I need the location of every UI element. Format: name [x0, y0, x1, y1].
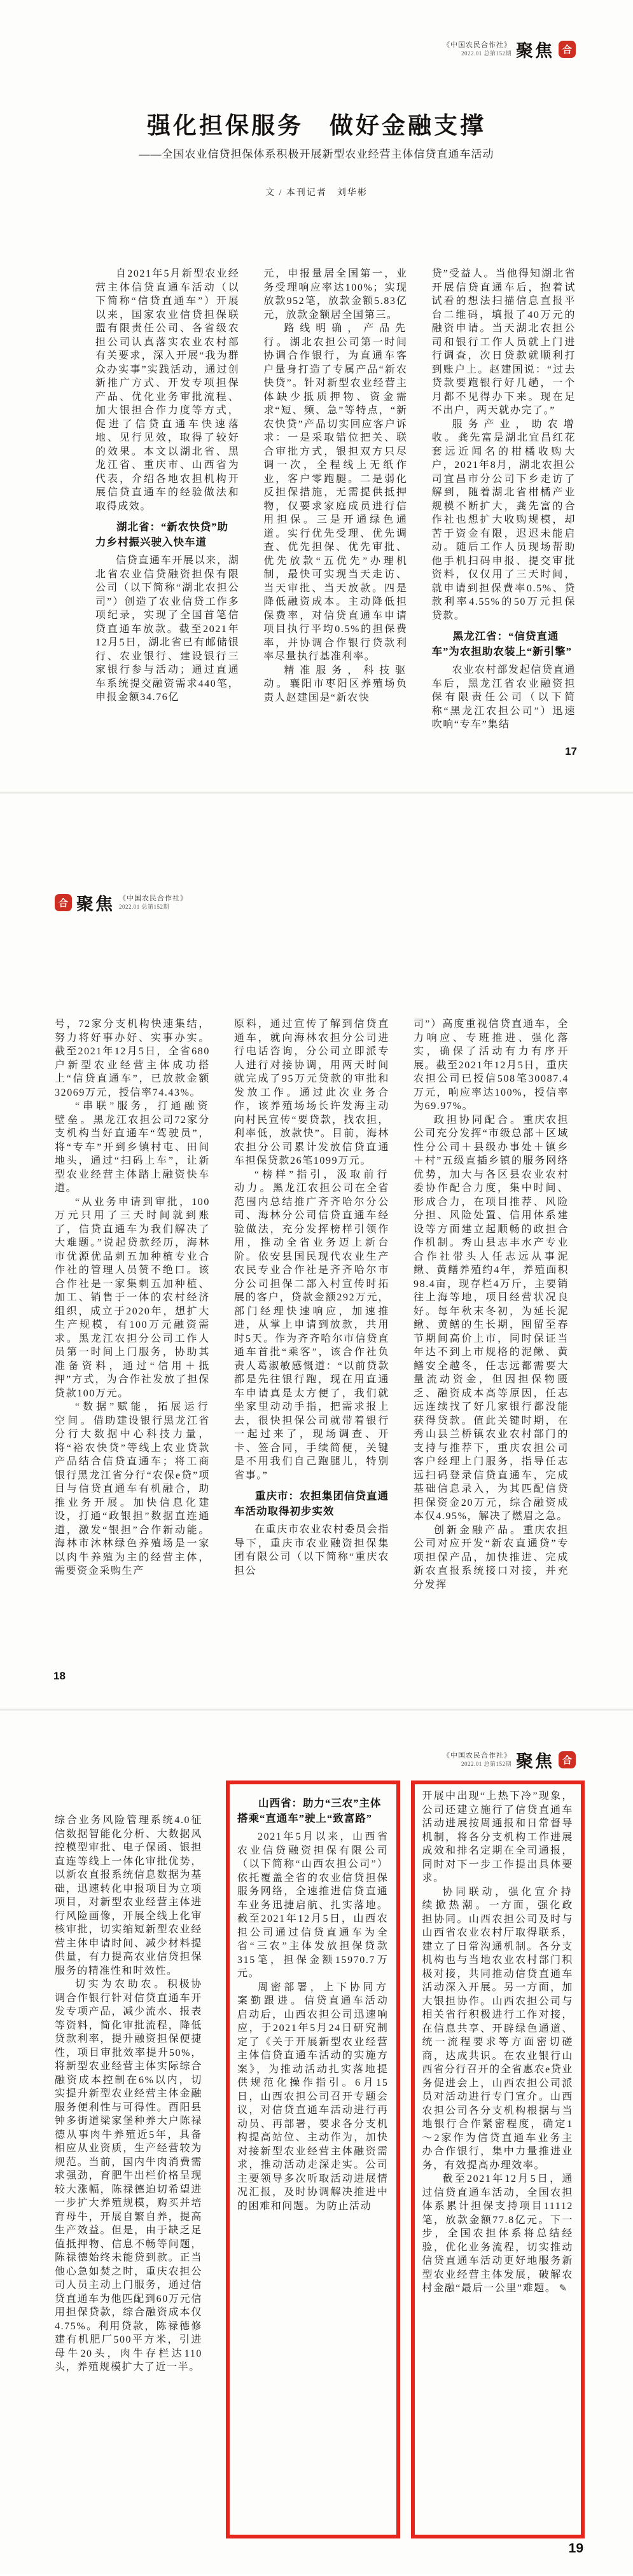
magazine-page-19 [0, 1709, 633, 2574]
paragraph-lead-in: 切实为农助农。 [75, 1979, 167, 1990]
paragraph-lead-in: 服务产业，助农增收。 [431, 418, 576, 443]
column-layout [55, 1017, 569, 1697]
text-column [263, 267, 407, 758]
text-column [95, 267, 239, 758]
seal-character: 合 [562, 45, 572, 55]
body-paragraph: “串联”服务，打通融资壁垒。黑龙江农担公司72家分支机构当好直通车“驾驶员”，将“专车”开到乡镇村屯、田间地头，通过“扫码上车”，让新型农业经营主体踏上融资快车道。 [55, 1101, 210, 1194]
section-heading: 重庆市：农担集团信贷直通车活动取得初步实效 [234, 1490, 389, 1517]
column-layout [95, 267, 576, 758]
section-logo: 聚焦 [516, 1752, 554, 1771]
paragraph-lead-in: “串联”服务，打通融资壁垒。 [55, 1101, 210, 1126]
body-paragraph: 贷”受益人。当他得知湖北省开展信贷直通车后，抱着试试看的想法扫描信息直报平台二维码，填报了40万元的融资申请。当天湖北农担公司和银行工作人员就上门进行调查，次日贷款就顺利打到账户上。赵建国说：“过去贷款要跑银行好几趟，一个月都不见得办下来。现在足不出户，两天就办完了。” [431, 268, 576, 416]
body-paragraph: 截至2021年12月5日，通过信贷直通车活动，全国农担体系累计担保支持项目11112笔，放款金额77.8亿元。下一步，全国农担体系将总结经验，优化业务流程，切实推动信贷直通车活动更好地服务新型农业经营主体发展，破解农村金融“最后一公里”难题。 ✎ [422, 2173, 573, 2294]
body-paragraph: 2021年5月以来，山西省农业信贷融资担保有限公司（以下简称“山西农担公司”）依托覆盖全省的农业信贷担保服务网络，全速推进信贷直通车业务迅捷启航、扎实落地。截至2021年12月5日，山西农担公司通过信贷直通车为全省“三农”主体发放担保贷款315笔，担保金额15970.7万元。 [237, 1831, 389, 1979]
paragraph-lead-in: 精准服务，科技驱动。 [263, 665, 408, 689]
issue-label: 2022.01 总第152期 [119, 903, 170, 910]
column-layout [55, 1780, 585, 2538]
paragraph-lead-in: “数据”赋能，拓展运行空间。 [55, 1402, 210, 1426]
body-paragraph: 号，72家分支机构快速集结，努力将好事办好、实事办实。截至2021年12月5日，全省680户新型农业经营主体成功搭上“信贷直通车”，已放款金额32069万元，授信率74.43%。 [55, 1019, 210, 1098]
section-heading: 湖北省：“新农快贷”助力乡村振兴驶入快车道 [95, 521, 228, 548]
paragraph-lead-in: 创新金融产品。 [434, 1524, 524, 1536]
article-end-icon: ✎ [559, 2283, 568, 2294]
body-paragraph: 在重庆市农业农村委员会指导下，重庆市农业融资担保集团有限公司（以下简称“重庆农担公 [234, 1524, 389, 1576]
body-paragraph: 服务产业，助农增收。龚先富是湖北宜昌红花套远近闻名的柑橘收购大户，2021年8月，湖北农担公司宜昌市分公司下乡走访了解到，随着湖北省柑橘产业规模不断扩大，龚先富的合作社也想扩大收购规模，却苦于资金有限，迟迟未能启动。随后工作人员现场帮助他手机扫码申报、提交审批资料，仅仅用了三天时间，就申请到担保费率0.5%、贷款利率4.55%的50万元担保贷款。 [431, 418, 576, 621]
body-paragraph: 自2021年5月新型农业经营主体信贷直通车活动（以下简称“信贷直通车”）开展以来，国家农业信贷担保联盟有限责任公司、各省级农担公司认真落实农业农村部有关要求，深入开展“我为群众办实事”实践活动，通过创新推广方式、开发专项担保产品、优化业务审批流程、加大银担合作力度等方式，促进了信贷直通车快速落地、见行见效，取得了较好的效果。本文以湖北省、黑龙江省、重庆市、山西省为代表，介绍各地农担机构开展信贷直通车的经验做法和取得成效。 [95, 268, 240, 512]
body-paragraph: 精准服务，科技驱动。襄阳市枣阳区养殖场负责人赵建国是“新农快 [263, 665, 408, 703]
page-header [443, 37, 576, 62]
text-column [414, 1017, 569, 1697]
body-paragraph: 司”）高度重视信贷直通车，全力响应、专班推进、强化落实，确保了活动有力有序开展。截至2021年12月5日，重庆农担公司已授信508笔30087.4万元，响应率达100%，授信率为69.97%。 [414, 1019, 569, 1112]
journal-masthead [119, 895, 188, 911]
article-subtitle: ——全国农业信贷担保体系积极开展新型农业经营主体信贷直通车活动 [139, 148, 494, 160]
paragraph-lead-in: 政担协同配合。 [434, 1114, 524, 1126]
journal-name: 《中国农民合作社》 [443, 41, 511, 49]
text-column [55, 1017, 210, 1697]
paragraph-lead-in: 路线明确，产品先行。 [263, 323, 408, 348]
body-paragraph: 开展中出现“上热下冷”现象，公司还建立施行了信贷直通车活动进展按周通报和日常督导机制，将各分支机构工作进展成效和排名定期在全司通报，同时对下一步工作提出具体要求。 [422, 1791, 573, 1884]
section-logo: 聚焦 [76, 895, 115, 914]
body-paragraph: 元，申报量居全国第一，业务受理响应率达100%；实现放款952笔，放款金额5.83亿元，放款金额居全国第三。 [263, 268, 408, 320]
body-paragraph: 切实为农助农。积极协调合作银行针对信贷直通车开发专项产品，减少流水、报表等资料，简化审批流程，降低贷款利率，提升融资担保便捷性，项目审批效率提升50%，将新型农业经营主体实际综合融资成本控制在6%以内，切实提升新型农业经营主体金融服务便利性与可得性。酉阳县钟多街道梁家堡种养大户陈禄德从事肉牛养殖近5年，具备相应从业资质，生产经营较为规范。当前，国内牛肉消费需求强劲，育肥牛出栏价格呈现较大涨幅，陈禄德迫切希望进一步扩大养殖规模，购买并培育母牛，开展自繁自养，提高生产效益。但是，由于缺乏足值抵押物、信息不畅等问题，陈禄德始终未能贷到款。正当他心急如焚之时，重庆农担公司人员主动上门服务，通过信贷直通车为他匹配到60万元信用担保贷款，综合融资成本仅4.75%。利用贷款，陈禄德修建有机肥厂500平方米，引进母牛20头，肉牛存栏达110头，养殖规模扩大了近一半。 [55, 1979, 202, 2373]
issue-label: 2022.01 总第152期 [461, 1760, 511, 1767]
page-number: 19 [568, 2541, 583, 2556]
body-paragraph: 政担协同配合。重庆农担公司充分发挥“市级总部＋区域性分公司＋县级办事处＋镇乡＋村”五级直插乡镇的服务网络优势，加大与各区县农业农村委协作配合力度，集中时间、形成合力，在项目推荐、风险分担、风险处置、信用体系建设等方面建立起顺畅的政担合作机制。秀山县志丰水产专业合作社带头人任志远从事泥鳅、黄鳝养殖约4年，养殖面积98.4亩，现存栏4万斤，主要销往上海等地，项目经营状况良好。每年秋末冬初，为延长泥鳅、黄鳝的生长期，囤留至春节期间高价上市，同时保证当年达不到上市规格的泥鳅、黄鳝安全越冬，任志远都需要大量流动资金，但因担保物匮乏、融资成本高等原因，任志远连续找了好几家银行都没能获得贷款。值此关键时期，在秀山县兰桥镇农业农村部门的支持与推荐下，重庆农担公司客户经理上门服务，指导任志远扫码登录信贷直通车，完成基础信息录入，为其匹配信贷担保资金20万元，综合融资成本仅4.95%，解决了燃眉之急。 [414, 1114, 569, 1522]
journal-name: 《中国农民合作社》 [119, 895, 188, 902]
body-paragraph: 信贷直通车开展以来，湖北省农业信贷融资担保有限公司（以下简称“湖北农担公司”）创造了农业信贷工作多项纪录，实现了全国首笔信贷直通车放款。截至2021年12月5日，湖北省已有邮储银行、农业银行、建设银行三家银行参与活动；通过直通车系统提交融资需求440笔，申报金额34.76亿 [95, 555, 240, 703]
journal-seal-icon [559, 41, 576, 58]
section-heading: 黑龙江省：“信贷直通车”为农担助农装上“新引擎” [431, 630, 572, 658]
text-column [432, 267, 576, 758]
seal-character: 合 [58, 899, 68, 909]
magazine-page-17 [0, 0, 633, 792]
paragraph-lead-in: 协同联动，强化宣介持续掀热潮。 [422, 1886, 573, 1911]
body-paragraph: 原料，通过宣传了解到信贷直通车，就向海林农担分公司进行电话咨询，分公司立即派专人进行对接协调，用两天时间就完成了95万元贷款的审批和发放工作。通过此次业务合作，该养殖场场长许发海主动向村民宣传“要贷款，找农担，利率低，放款快”。目前，海林农担分公司累计发放信贷直通车担保贷款26笔1099万元。 [234, 1019, 389, 1166]
body-paragraph: 创新金融产品。重庆农担公司对应开发“新农直通贷”专项担保产品，加快推进、完成新农直报系统接口对接，并充分发挥 [414, 1524, 569, 1590]
paragraph-lead-in: “榜样”指引，汲取前行动力。 [234, 1169, 389, 1194]
body-paragraph: “榜样”指引，汲取前行动力。黑龙江农担公司在全省范围内总结推广齐齐哈尔分公司、海林分公司信贷直通车经验做法，充分发挥榜样引领作用，推动全省业务迈上新台阶。依安县国民现代农业生产农民专业合作社是齐齐哈尔市分公司担保二部入村宣传时拓展的客户，贷款金额292万元，部门经理快速响应，加速推进，从掌上申请到放款，共用时5天。作为齐齐哈尔市信贷直通车首批“乘客”，该合作社负责人葛淑敏感慨道：“以前贷款都是先往银行跑，现在用直通车申请真是太方便了，我们就坐家里动动手指，把需求报上去，很快担保公司就带着银行一起过来了，现场调查、开卡、签合同，手续简便，关键是不用我们自己跑腿儿，特别省事。” [234, 1169, 389, 1481]
body-paragraph: 综合业务风险管理系统4.0征信数据智能化分析、大数据风控模型审批、电子保函、银担直连等线上一体化审批优势，以新农直报系统信息数据为基础，迅速转化申报项目为立项项目，对新型农业经营主体进行风险画像，开展全线上化审核审批，切实缩短新型农业经营主体申请时间、减少材料提供量，有力提高农业信贷担保服务的精准性和时效性。 [55, 1815, 202, 1976]
text-column [234, 1017, 389, 1697]
journal-masthead [443, 41, 511, 57]
journal-seal-icon [55, 894, 72, 911]
issue-label: 2022.01 总第152期 [461, 50, 511, 57]
body-paragraph: 周密部署，上下协同方案勤跟进。信贷直通车活动启动后，山西农担公司迅速响应，于2021年5月24日研究制定了《关于开展新型农业经营主体信贷直通车活动的实施方案》，为推动活动扎实落地提供规范化操作指引。6月15日，山西农担公司召开专题会议，对信贷直通车活动进行再动员、再部署，要求各分支机构提高站位、主动作为，加快对接新型农业经营主体融资需求，推动活动走深走实。公司主要领导多次听取活动进展情况汇报，及时协调解决推进中的困难和问题。为防止活动 [237, 1981, 389, 2212]
journal-name: 《中国农民合作社》 [443, 1752, 511, 1760]
body-paragraph: 协同联动，强化宣介持续掀热潮。一方面，强化政担协同。山西农担公司及时与山西省农业农村厅取得联系，建立了日常沟通机制。各分支机构也与当地农业农村部门积极对接，共同推动信贷直通车活动深入开展。另一方面，加大银担协作。山西农担公司与相关省行积极进行工作对接，在信息共享、开辟绿色通道、统一流程要求等方面密切磋商，达成共识。在农业银行山西省分行召开的全省惠农e贷业务促进会上，山西农担公司派员对活动进行专门宣介。山西农担公司各分支机构根据与当地银行合作紧密程度，确定1～2家作为信贷直通车业务主办合作银行，集中力量推进业务，有效提高办理效率。 [422, 1886, 574, 2171]
section-heading: 山西省：助力“三农”主体搭乘“直通车”驶上“致富路” [237, 1797, 382, 1824]
page-number: 17 [565, 745, 577, 757]
journal-masthead [443, 1752, 511, 1768]
article-title: 强化担保服务 做好金融支撑 [147, 113, 486, 139]
page-header [55, 890, 188, 915]
page-header [443, 1747, 576, 1772]
text-column [55, 1780, 215, 2538]
magazine-page-18 [0, 792, 633, 1709]
body-paragraph: 路线明确，产品先行。湖北农担公司第一时间协调合作银行，为直通车客户量身打造了专属产品“新农快贷”。针对新型农业经营主体缺少抵质押物、资金需求“短、频、急”等特点，“新农快贷”产品切实回应客户诉求：一是采取错位把关、联合审批方式，银担双方只尽调一次，全程线上无纸作业，客户零跑腿。二是弱化反担保措施，无需提供抵押物，仅要求家庭成员进行信用担保。三是开通绿色通道。实行优先受理、优先调查、优先担保、优先审批、优先放款“五优先”办理机制，最快可实现当天走访、当天审批、当天放款。四是降低融资成本。主动降低担保费率，对信贷直通车申请项目执行平均0.5%的担保费率，并协调合作银行贷款利率尽量执行基准利率。 [263, 323, 408, 662]
journal-seal-icon [559, 1751, 576, 1768]
body-paragraph: 农业农村部发起信贷直通车后，黑龙江省农业融资担保有限责任公司（以下简称“黑龙江农担公司”）迅速吹响“专车”集结 [431, 665, 576, 730]
body-paragraph: “数据”赋能，拓展运行空间。借助建设银行黑龙江省分行大数据中心科技力量，将“裕农快贷”等线上农业贷款产品结合信贷直通车；将工商银行黑龙江省分行“农保e贷”项目与信贷直通车有机融合，助推业务开展。加快信息化建设，打通“政银担”数据直连通道，激发“银担”合作新动能。海林市沐林绿色养殖场是一家以肉牛养殖为主的经营主体，需要资金采购生产 [55, 1402, 210, 1576]
page-number: 18 [53, 1670, 66, 1682]
article-byline: 文 / 本刊记者 刘华彬 [265, 188, 368, 198]
seal-character: 合 [562, 1756, 572, 1766]
section-logo: 聚焦 [516, 41, 554, 60]
body-paragraph: “从业务申请到审批，100万元只用了三天时间就到账了，信贷直通车为我们解决了大难题。”说起贷款经历，海林市优源优品刺五加种植专业合作社的管理人员赞不绝口。该合作社是一家集刺五加种植、加工、销售于一体的农村经济组织，成立于2020年，想扩大生产规模，有100万元融资需求。黑龙江农担分公司工作人员第一时间上门服务，协助其准备资料，通过“信用＋抵押”方式，为合作社发放了担保贷款100万元。 [55, 1196, 210, 1399]
paragraph-lead-in: 周密部署，上下协同方案勤跟进。 [237, 1981, 389, 2006]
highlight-annotation-box [411, 1780, 585, 2538]
highlight-annotation-box [226, 1780, 400, 2538]
